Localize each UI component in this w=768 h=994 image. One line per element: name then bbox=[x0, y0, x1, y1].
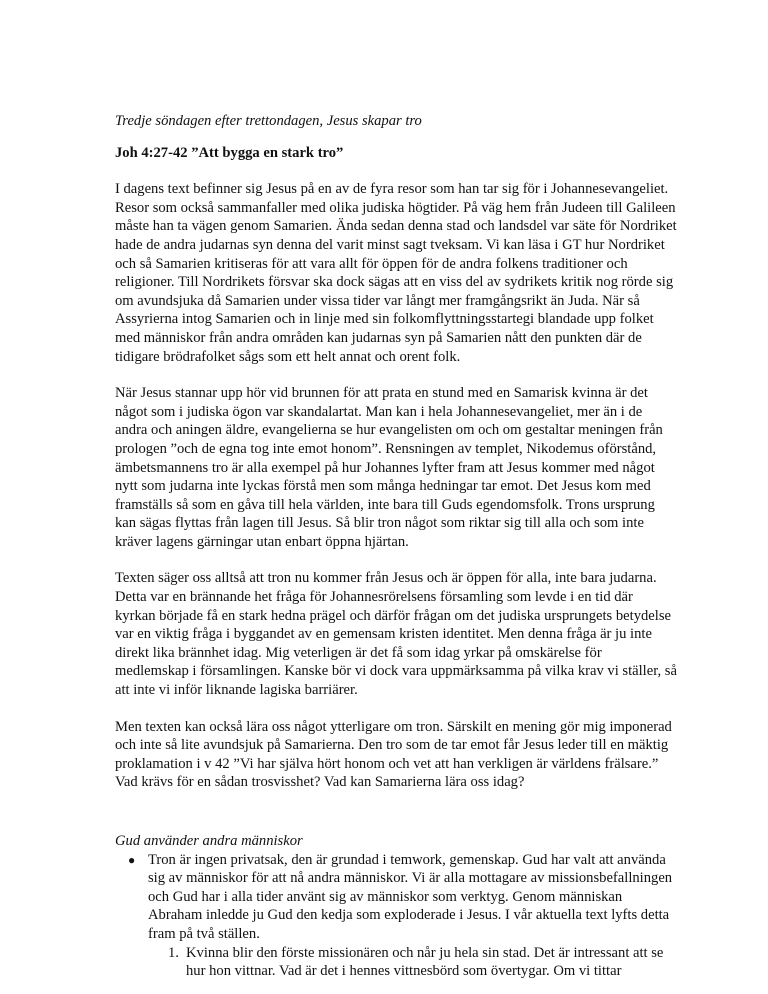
bullet-item-text: Tron är ingen privatsak, den är grundad i temwork, gemenskap. Gud har valt att använda sig av människor för att nå andra människor. Vi är alla mottagare av missionsbefallningen och Gud har i alla tider använt sig av människor som verktyg. Genom människan Abraham inledde ju Gud den kedja som exploderade i Jesus. I vår aktuella text lyfts detta fram på två ställen. bbox=[148, 851, 673, 942]
numbered-item bbox=[168, 944, 677, 981]
numbered-item-text: Kvinna blir den förste missionären och når ju hela sin stad. Det är intressant att se hur hon vittnar. Vad är det i hennes vittnesbörd som övertygar. Om vi tittar bbox=[186, 944, 664, 980]
document-page bbox=[115, 112, 677, 981]
numbered-marker: 1. bbox=[168, 944, 179, 961]
bullet-list bbox=[115, 851, 677, 981]
document-subtitle: Tredje söndagen efter trettondagen, Jesus skapar tro bbox=[115, 113, 422, 129]
numbered-list bbox=[148, 944, 677, 981]
bullet-item bbox=[128, 851, 677, 981]
paragraph-2: När Jesus stannar upp hör vid brunnen för att prata en stund med en Samarisk kvinna är det något som i judiska ögon var skandalartat. Man kan i hela Johannesevangeliet, mer än i de andra och aningen äldre, evangelierna se hur evangelisten om och om gestaltar meningen från prologen ”och de egna tog inte emot honom”. Rensningen av templet, Nikodemus oförstånd, ämbetsmannens tro är alla exempel på hur Johannes lyfter fram att Jesus kommer med något nytt som judarna inte lyckas förstå men som många hedningar tar emot. Det Jesus kom med framställs så som en gåva till hela världen, inte bara till Guds egendomsfolk. Trons ursprung kan sägas flyttas från lagen till Jesus. Så blir tron något som riktar sig till alla och som inte kräver lagens gärningar utan enbart öppna hjärtan. bbox=[115, 385, 663, 550]
document-heading: Joh 4:27-42 ”Att bygga en stark tro” bbox=[115, 144, 344, 161]
bullet-marker: ● bbox=[128, 852, 136, 867]
paragraph-4: Men texten kan också lära oss något ytterligare om tron. Särskilt en mening gör mig imponerad och inte så lite avundsjuk på Samarierna. Den tro som de tar emot får Jesus leder till en mäktig proklamation i v 42 ”Vi har själva hört honom och vet att han verkligen är världens frälsare.” Vad krävs för en sådan trosvisshet? Vad kan Samarierna lära oss idag? bbox=[115, 718, 672, 791]
paragraph-1: I dagens text befinner sig Jesus på en av de fyra resor som han tar sig för i Johannesevangeliet. Resor som också sammanfaller med olika judiska högtider. På väg hem från Judeen till Galileen måste han ta vägen genom Samarien. Ända sedan denna stad och landsdel var säte för Nordriket hade de andra judarnas syn denna del varit minst sagt tveksam. Vi kan läsa i GT hur Nordriket och så Samarien kritiseras för att vara allt för öppen för de andra folkens traditioner och religioner. Till Nordrikets försvar ska dock sägas att en viss del av sydrikets kritik nog rörde sig om avundsjuka då Samarien under vissa tider var långt mer framgångsrikt än Juda. När så Assyrierna intog Samarien och in linje med sin folkomflyttningsstartegi blandade upp folket med människor från andra områden kan judarnas syn på Samarien nått den punkten där de tidigare brödrafolket sågs som ett helt annat och orent folk. bbox=[115, 181, 677, 365]
paragraph-3: Texten säger oss alltså att tron nu kommer från Jesus och är öppen för alla, inte bara judarna. Detta var en brännande het fråga för Johannesrörelsens församling som levde i en tid där kyrkan började få en stark hedna prägel och därför frågan om det judiska ursprungets betydelse var en viktig fråga i byggandet av en gemensam kristen identitet. Men denna fråga är ju inte direkt lika brännhet idag. Mig veterligen är det få som idag yrkar på omskärelse för medlemskap i församlingen. Kanske bör vi dock vara uppmärksamma på vilka krav vi ställer, så att inte vi inför liknande lagiska barriärer. bbox=[115, 570, 677, 699]
section-title: Gud använder andra människor bbox=[115, 833, 303, 849]
